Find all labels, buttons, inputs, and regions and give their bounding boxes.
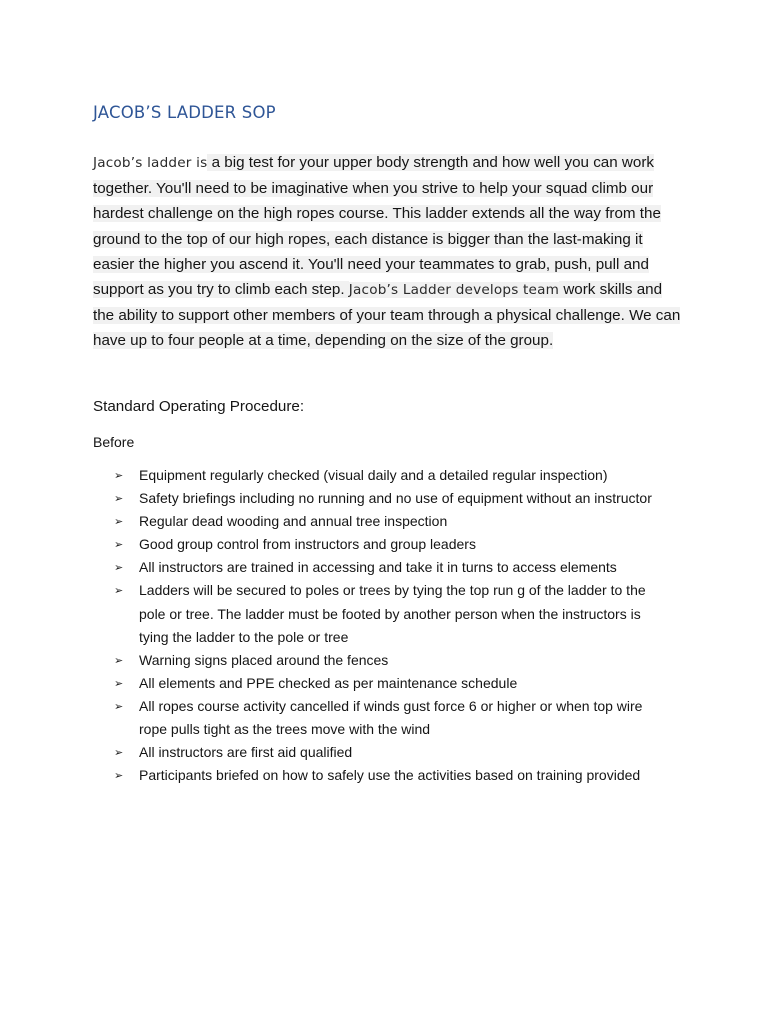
- arrowhead-bullet-icon: ➢: [114, 561, 124, 575]
- list-item: [114, 533, 674, 556]
- sop-heading: Standard Operating Procedure:: [93, 398, 305, 415]
- before-label: Before: [93, 434, 135, 450]
- arrowhead-bullet-icon: ➢: [114, 699, 124, 713]
- arrowhead-bullet-icon: ➢: [114, 492, 124, 506]
- list-item: [114, 695, 674, 741]
- intro-body-text: a big test for your upper body strength and how well you can work together. You'll need to be imaginative when you strive to help your squad climb our hardest challenge on the high ropes course. This ladder extends all the way from the ground to the top of our high ropes, each distance is bigger than the last-making it easier the higher you ascend it. You'll need your teammates to grab, push, pull and support as you try to climb each step.: [93, 154, 661, 299]
- list-item: [114, 556, 674, 579]
- list-item: [114, 672, 674, 695]
- list-item: [114, 579, 674, 648]
- list-item-text: Equipment regularly checked (visual daily and a detailed regular inspection): [139, 467, 608, 483]
- list-item: [114, 464, 674, 487]
- list-item: [114, 487, 674, 510]
- before-checklist: [114, 464, 674, 787]
- list-item-text: All elements and PPE checked as per maintenance schedule: [139, 674, 518, 691]
- arrowhead-bullet-icon: ➢: [114, 769, 124, 783]
- arrowhead-bullet-icon: ➢: [114, 515, 124, 529]
- list-item-text: Good group control from instructors and group leaders: [139, 536, 476, 553]
- intro-lead-text: Jacob’s ladder is: [93, 155, 208, 171]
- intro-paragraph: [93, 150, 683, 354]
- list-item-text: All instructors are trained in accessing and take it in turns to access elements: [139, 559, 617, 576]
- arrowhead-bullet-icon: ➢: [114, 676, 124, 690]
- arrowhead-bullet-icon: ➢: [114, 746, 124, 760]
- list-item: [114, 764, 674, 787]
- arrowhead-bullet-icon: ➢: [114, 538, 124, 552]
- list-item: [114, 510, 674, 533]
- arrowhead-bullet-icon: ➢: [114, 653, 124, 667]
- list-item: [114, 741, 674, 764]
- document-title: JACOB’S LADDER SOP: [93, 103, 276, 122]
- list-item-text: Regular dead wooding and annual tree inspection: [139, 513, 448, 530]
- intro-closing-text: work skills and the ability to support other members of your team through a physical challenge. We can have up to four people at a time, depending on the size of the group.: [93, 281, 681, 350]
- list-item-text: All ropes course activity cancelled if winds gust force 6 or higher or when top wire rope pulls tight as the trees move with the wind: [139, 697, 643, 738]
- intro-team-text: Jacob’s Ladder develops team: [348, 282, 560, 299]
- arrowhead-bullet-icon: ➢: [114, 469, 124, 482]
- list-item-text: All instructors are first aid qualified: [139, 744, 353, 761]
- list-item-text: Participants briefed on how to safely use the activities based on training provided: [139, 767, 641, 784]
- list-item-text: Warning signs placed around the fences: [139, 651, 389, 668]
- arrowhead-bullet-icon: ➢: [114, 584, 124, 598]
- list-item-text: Safety briefings including no running and no use of equipment without an instructor: [139, 490, 652, 507]
- list-item: [114, 649, 674, 672]
- list-item-text: Ladders will be secured to poles or trees by tying the top run g of the ladder to the pole or tree. The ladder must be footed by another person when the instructors is tying the ladder to the pole or tree: [139, 582, 646, 645]
